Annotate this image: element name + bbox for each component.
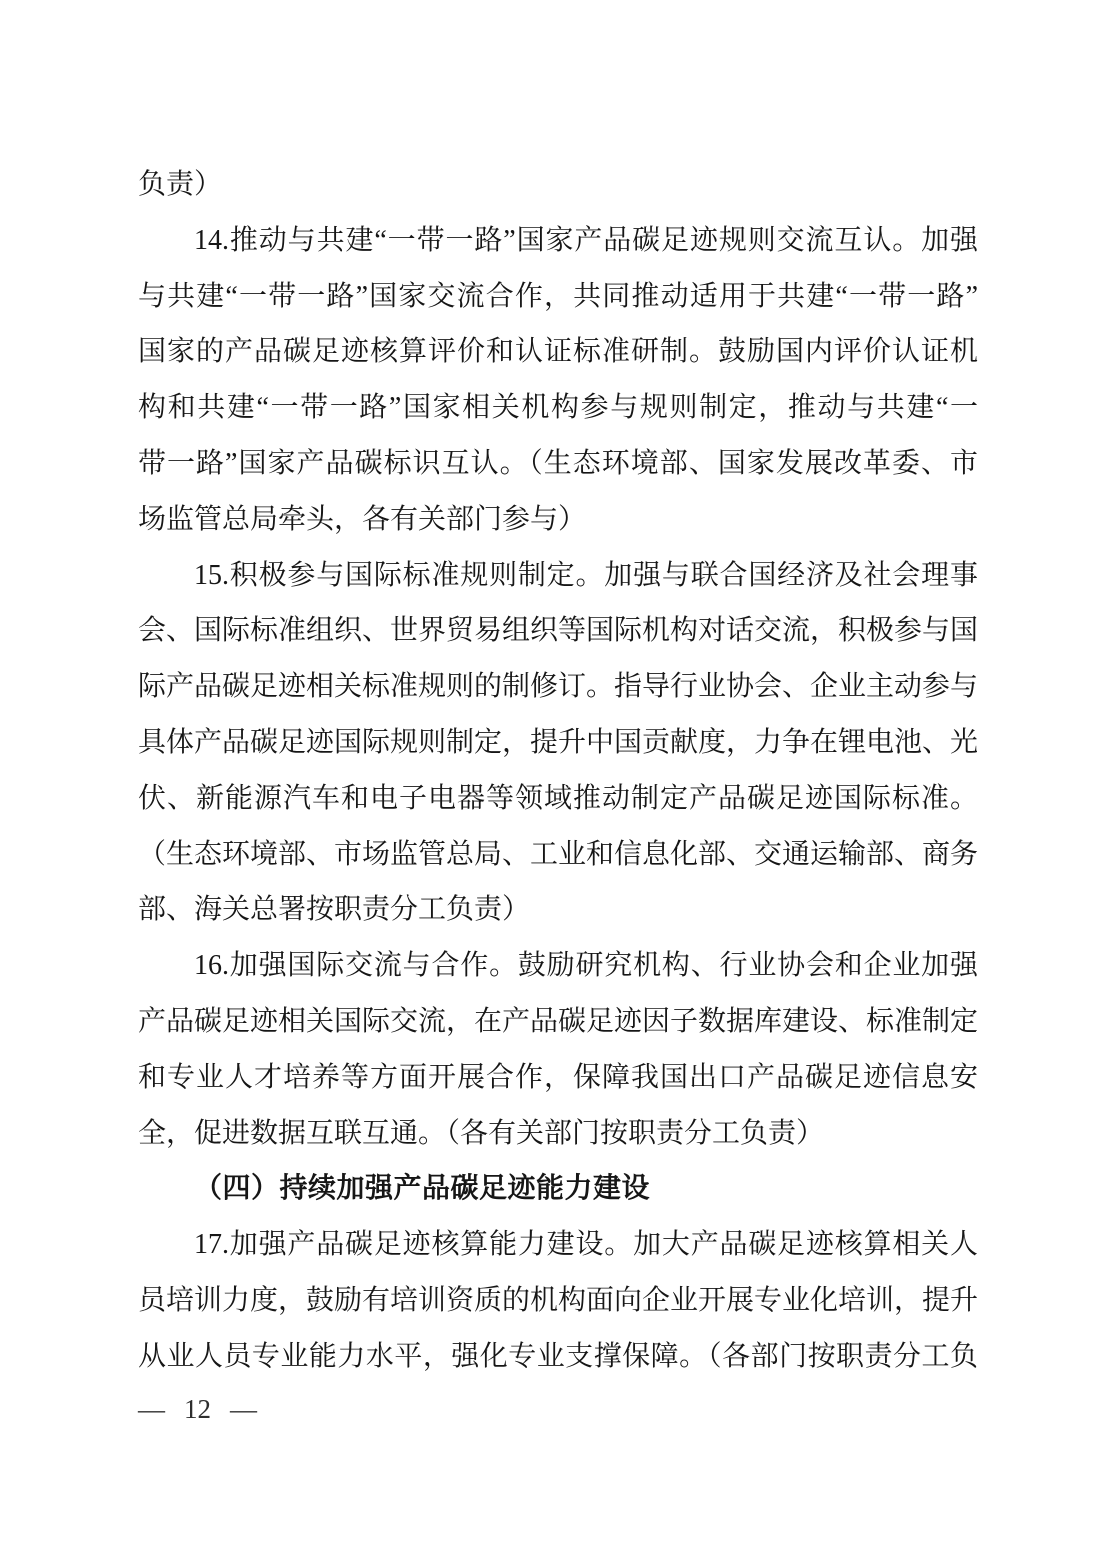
- section-heading-text: （四）持续加强产品碳足迹能力建设: [194, 1173, 651, 1205]
- footer-left-dash: —: [138, 1394, 165, 1424]
- document-line: 17.加强产品碳足迹核算能力建设。加大产品碳足迹核算相关人: [194, 1229, 978, 1261]
- document-line: 16.加强国际交流与合作。鼓励研究机构、行业协会和企业加强: [194, 950, 978, 982]
- document-line: 带一路”国家产品碳标识互认。（生态环境部、国家发展改革委、市: [138, 447, 978, 479]
- paragraph-item-15: [138, 548, 978, 939]
- document-line: 会、国际标准组织、世界贸易组织等国际机构对话交流，积极参与国: [138, 615, 979, 647]
- document-line: 产品碳足迹相关国际交流，在产品碳足迹因子数据库建设、标准制定: [138, 1005, 979, 1037]
- document-line: 从业人员专业能力水平，强化专业支撑保障。（各部门按职责分工负: [138, 1340, 978, 1372]
- paragraph-item-16: [138, 938, 978, 1161]
- document-line: 15.积极参与国际标准规则制定。加强与联合国经济及社会理事: [194, 559, 978, 591]
- document-line: 负责）: [138, 169, 223, 200]
- paragraph-13-continuation: [138, 157, 978, 213]
- paragraph-item-17: [138, 1217, 978, 1384]
- page-footer: [138, 1394, 257, 1425]
- document-line: 全，促进数据互联互通。（各有关部门按职责分工负责）: [138, 1117, 825, 1149]
- document-line: 际产品碳足迹相关标准规则的制修订。指导行业协会、企业主动参与: [138, 671, 979, 703]
- document-line: 和专业人才培养等方面开展合作，保障我国出口产品碳足迹信息安: [138, 1061, 978, 1093]
- section-heading-4: [138, 1161, 978, 1217]
- document-text-block: [138, 157, 978, 1385]
- paragraph-item-14: [138, 213, 978, 548]
- document-line: 国家的产品碳足迹核算评价和认证标准研制。鼓励国内评价认证机: [138, 336, 978, 368]
- document-line: （生态环境部、市场监管总局、工业和信息化部、交通运输部、商务: [138, 838, 979, 870]
- document-line: 部、海关总署按职责分工负责）: [138, 894, 531, 926]
- document-line: 员培训力度，鼓励有培训资质的机构面向企业开展专业化培训，提升: [138, 1284, 979, 1316]
- document-line: 具体产品碳足迹国际规则制定，提升中国贡献度，力争在锂电池、光: [138, 726, 979, 758]
- page-number: 12: [184, 1394, 211, 1424]
- document-line: 14.推动与共建“一带一路”国家产品碳足迹规则交流互认。加强: [194, 224, 978, 256]
- document-line: 伏、新能源汽车和电子电器等领域推动制定产品碳足迹国际标准。: [138, 782, 978, 814]
- document-line: 场监管总局牵头，各有关部门参与）: [138, 503, 587, 535]
- footer-right-dash: —: [230, 1394, 257, 1424]
- document-line: 与共建“一带一路”国家交流合作，共同推动适用于共建“一带一路”: [138, 280, 978, 312]
- document-line: 构和共建“一带一路”国家相关机构参与规则制定，推动与共建“一: [138, 392, 978, 424]
